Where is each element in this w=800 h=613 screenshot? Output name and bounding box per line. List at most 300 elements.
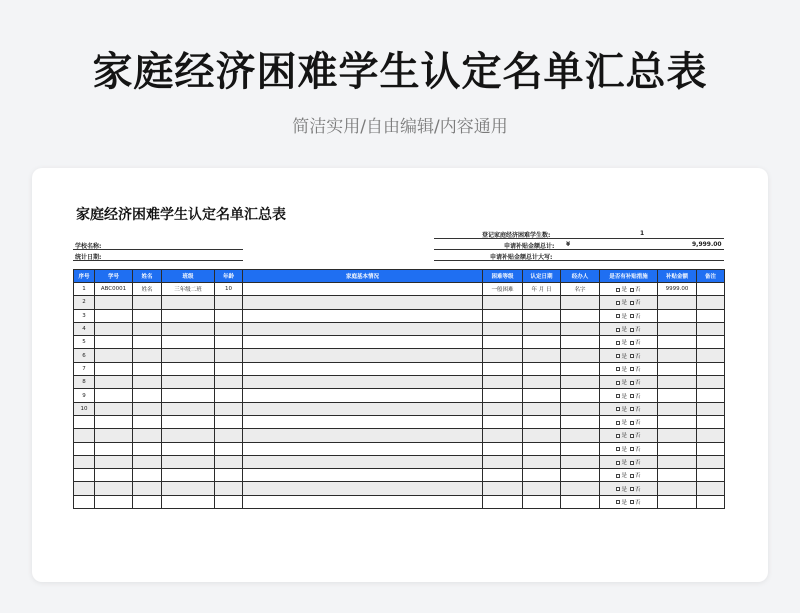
option-no-label: 否: [635, 353, 641, 360]
school-underline: [73, 249, 243, 250]
table-cell[interactable]: [162, 309, 215, 322]
table-header-row: [74, 270, 725, 283]
table-cell[interactable]: [523, 482, 561, 495]
table-cell[interactable]: [162, 442, 215, 455]
table-cell[interactable]: 10: [74, 402, 95, 415]
checkbox-no[interactable]: [630, 341, 634, 345]
table-cell[interactable]: [561, 495, 600, 508]
table-cell[interactable]: [133, 309, 162, 322]
checkbox-yes[interactable]: [616, 421, 620, 425]
table-cell[interactable]: [95, 482, 133, 495]
table-cell[interactable]: [483, 336, 523, 349]
column-header[interactable]: 学号: [95, 270, 133, 283]
table-cell[interactable]: [162, 469, 215, 482]
table-row: [74, 495, 725, 508]
option-no-label: 否: [635, 393, 641, 400]
table-cell[interactable]: [561, 429, 600, 442]
table-row: [74, 309, 725, 322]
table-cell[interactable]: [133, 442, 162, 455]
table-cell[interactable]: 年 月 日: [523, 283, 561, 296]
table-cell[interactable]: [133, 336, 162, 349]
checkbox-yes[interactable]: [616, 367, 620, 371]
table-cell[interactable]: [243, 309, 483, 322]
table-cell[interactable]: [658, 415, 697, 428]
table-cell[interactable]: [658, 322, 697, 335]
table-cell[interactable]: [483, 309, 523, 322]
checkbox-yes[interactable]: [616, 341, 620, 345]
option-yes-label: 是: [621, 300, 627, 307]
table-cell[interactable]: [523, 455, 561, 468]
table-cell[interactable]: [95, 296, 133, 309]
checkbox-no[interactable]: [630, 474, 634, 478]
table-cell[interactable]: [600, 442, 658, 455]
table-cell[interactable]: [243, 455, 483, 468]
option-no-label: 否: [635, 473, 641, 480]
table-cell[interactable]: [523, 376, 561, 389]
date-underline: [73, 260, 243, 261]
table-cell[interactable]: [523, 429, 561, 442]
table-cell[interactable]: 7: [74, 362, 95, 375]
table-cell[interactable]: [697, 389, 725, 402]
table-cell[interactable]: [95, 389, 133, 402]
table-cell[interactable]: [215, 349, 243, 362]
table-cell[interactable]: [658, 362, 697, 375]
option-no-label: 否: [635, 499, 641, 506]
table-cell[interactable]: [561, 349, 600, 362]
table-cell[interactable]: [133, 322, 162, 335]
table-cell[interactable]: [697, 376, 725, 389]
table-cell[interactable]: [162, 296, 215, 309]
checkbox-yes[interactable]: [616, 301, 620, 305]
table-cell[interactable]: [95, 455, 133, 468]
table-cell[interactable]: [483, 389, 523, 402]
option-yes-label: 是: [621, 366, 627, 373]
table-row: [74, 482, 725, 495]
checkbox-yes[interactable]: [616, 314, 620, 318]
table-cell[interactable]: [215, 389, 243, 402]
table-cell[interactable]: [243, 429, 483, 442]
table-cell[interactable]: [561, 469, 600, 482]
table-cell[interactable]: [600, 309, 658, 322]
table-cell[interactable]: [162, 362, 215, 375]
table-cell[interactable]: [243, 336, 483, 349]
table-cell[interactable]: [215, 469, 243, 482]
table-cell[interactable]: [133, 469, 162, 482]
table-cell[interactable]: [243, 283, 483, 296]
table-cell[interactable]: [697, 482, 725, 495]
table-cell[interactable]: [600, 296, 658, 309]
table-cell[interactable]: [600, 376, 658, 389]
column-header[interactable]: 备注: [697, 270, 725, 283]
table-cell[interactable]: [561, 322, 600, 335]
table-row: [74, 455, 725, 468]
option-no-label: 否: [635, 300, 641, 307]
table-row: [74, 362, 725, 375]
table-cell[interactable]: [74, 495, 95, 508]
table-cell[interactable]: [483, 402, 523, 415]
table-cell[interactable]: [243, 495, 483, 508]
table-cell[interactable]: [133, 349, 162, 362]
school-name-label: 学校名称:: [75, 243, 102, 250]
table-cell[interactable]: [162, 336, 215, 349]
table-cell[interactable]: [243, 322, 483, 335]
option-yes-label: 是: [621, 473, 627, 480]
option-yes-label: 是: [621, 393, 627, 400]
table-cell[interactable]: [697, 309, 725, 322]
checkbox-no[interactable]: [630, 434, 634, 438]
table-cell[interactable]: [561, 296, 600, 309]
checkbox-no[interactable]: [630, 407, 634, 411]
table-cell[interactable]: [133, 495, 162, 508]
table-cell[interactable]: [523, 415, 561, 428]
table-cell[interactable]: [483, 349, 523, 362]
column-header[interactable]: 班级: [162, 270, 215, 283]
table-cell[interactable]: [600, 336, 658, 349]
checkbox-no[interactable]: [630, 288, 634, 292]
table-row: [74, 336, 725, 349]
table-cell[interactable]: [162, 376, 215, 389]
table-cell[interactable]: [95, 429, 133, 442]
table-cell[interactable]: 6: [74, 349, 95, 362]
table-cell[interactable]: [523, 402, 561, 415]
table-cell[interactable]: [483, 296, 523, 309]
option-yes-label: 是: [621, 499, 627, 506]
table-cell[interactable]: [697, 429, 725, 442]
table-cell[interactable]: [133, 402, 162, 415]
table-cell[interactable]: [658, 482, 697, 495]
student-count-label: 登记家庭经济困难学生数:: [482, 232, 551, 239]
table-cell[interactable]: [523, 296, 561, 309]
table-cell[interactable]: [523, 322, 561, 335]
table-cell[interactable]: [561, 376, 600, 389]
table-cell[interactable]: [561, 455, 600, 468]
option-no-label: 否: [635, 327, 641, 334]
option-yes-label: 是: [621, 460, 627, 466]
table-cell[interactable]: [697, 442, 725, 455]
table-cell[interactable]: [95, 322, 133, 335]
option-yes-label: 是: [621, 340, 627, 347]
option-no-label: 否: [635, 313, 641, 320]
table-cell[interactable]: [523, 349, 561, 362]
table-cell[interactable]: [658, 455, 697, 468]
table-row: [74, 376, 725, 389]
table-cell[interactable]: [600, 349, 658, 362]
table-cell[interactable]: [133, 362, 162, 375]
checkbox-no[interactable]: [630, 421, 634, 425]
table-cell[interactable]: [74, 442, 95, 455]
stat-date-label: 统计日期:: [75, 254, 102, 261]
table-cell[interactable]: [658, 296, 697, 309]
option-yes-label: 是: [621, 486, 627, 493]
table-cell[interactable]: [162, 415, 215, 428]
table-cell[interactable]: [697, 455, 725, 468]
table-cell[interactable]: [162, 455, 215, 468]
column-header[interactable]: 是否有补贴措施: [600, 270, 658, 283]
table-cell[interactable]: [600, 495, 658, 508]
table-cell[interactable]: [697, 402, 725, 415]
table-cell[interactable]: [483, 495, 523, 508]
column-header[interactable]: 经办人: [561, 270, 600, 283]
checkbox-yes[interactable]: [616, 447, 620, 451]
table-cell[interactable]: [74, 415, 95, 428]
table-cell[interactable]: [483, 469, 523, 482]
table-cell[interactable]: [600, 389, 658, 402]
table-cell[interactable]: [243, 389, 483, 402]
table-cell[interactable]: [215, 322, 243, 335]
table-cell[interactable]: [600, 322, 658, 335]
table-cell[interactable]: [523, 309, 561, 322]
table-row: [74, 415, 725, 428]
checkbox-no[interactable]: [630, 367, 634, 371]
count-underline: [434, 238, 724, 239]
table-cell[interactable]: [658, 402, 697, 415]
table-cell[interactable]: [215, 402, 243, 415]
option-no-label: 否: [635, 446, 641, 453]
student-list-table: [73, 269, 725, 509]
table-cell[interactable]: [133, 389, 162, 402]
table-cell[interactable]: [523, 469, 561, 482]
student-count-value[interactable]: 1: [640, 230, 645, 237]
table-cell[interactable]: [243, 482, 483, 495]
table-row: [74, 349, 725, 362]
table-cell[interactable]: [95, 349, 133, 362]
table-cell[interactable]: [483, 455, 523, 468]
checkbox-yes[interactable]: [616, 394, 620, 398]
table-cell[interactable]: [95, 309, 133, 322]
checkbox-no[interactable]: [630, 381, 634, 385]
table-cell[interactable]: 5: [74, 336, 95, 349]
table-cell[interactable]: [215, 455, 243, 468]
table-cell[interactable]: [215, 336, 243, 349]
table-cell[interactable]: [74, 455, 95, 468]
table-cell[interactable]: [162, 402, 215, 415]
table-cell[interactable]: [483, 429, 523, 442]
table-cell[interactable]: [74, 482, 95, 495]
option-no-label: 否: [635, 486, 641, 493]
table-cell[interactable]: [658, 442, 697, 455]
currency-symbol: ¥: [566, 241, 571, 248]
table-cell[interactable]: 三年级二班: [162, 283, 215, 296]
checkbox-no[interactable]: [630, 461, 634, 465]
table-cell[interactable]: 9: [74, 389, 95, 402]
table-cell[interactable]: [697, 362, 725, 375]
table-cell[interactable]: [697, 349, 725, 362]
option-yes-label: 是: [621, 446, 627, 453]
table-cell[interactable]: [95, 402, 133, 415]
option-no-label: 否: [635, 366, 641, 373]
table-cell[interactable]: [133, 415, 162, 428]
table-cell[interactable]: 10: [215, 283, 243, 296]
table-cell[interactable]: [162, 429, 215, 442]
table-cell[interactable]: [523, 495, 561, 508]
table-cell[interactable]: [162, 349, 215, 362]
column-header[interactable]: 困难等级: [483, 270, 523, 283]
table-cell[interactable]: [561, 389, 600, 402]
checkbox-no[interactable]: [630, 314, 634, 318]
table-cell[interactable]: [561, 362, 600, 375]
table-cell[interactable]: [600, 482, 658, 495]
table-cell[interactable]: [561, 309, 600, 322]
table-cell[interactable]: [162, 389, 215, 402]
table-cell[interactable]: [658, 495, 697, 508]
table-cell[interactable]: [658, 336, 697, 349]
table-cell[interactable]: [697, 495, 725, 508]
column-header[interactable]: 姓名: [133, 270, 162, 283]
table-cell[interactable]: [483, 376, 523, 389]
table-cell[interactable]: [658, 376, 697, 389]
table-cell[interactable]: [133, 455, 162, 468]
table-cell[interactable]: [523, 362, 561, 375]
table-cell[interactable]: [162, 495, 215, 508]
table-cell[interactable]: [483, 415, 523, 428]
table-cell[interactable]: [561, 482, 600, 495]
table-cell[interactable]: [243, 362, 483, 375]
table-cell[interactable]: 8: [74, 376, 95, 389]
table-cell[interactable]: [215, 482, 243, 495]
table-cell[interactable]: [215, 376, 243, 389]
table-cell[interactable]: [243, 349, 483, 362]
table-cell[interactable]: 一般困难: [483, 283, 523, 296]
checkbox-yes[interactable]: [616, 487, 620, 491]
table-cell[interactable]: [133, 482, 162, 495]
table-cell[interactable]: [95, 362, 133, 375]
checkbox-yes[interactable]: [616, 288, 620, 292]
table-cell[interactable]: ABC0001: [95, 283, 133, 296]
checkbox-yes[interactable]: [616, 461, 620, 465]
table-cell[interactable]: 4: [74, 322, 95, 335]
checkbox-yes[interactable]: [616, 434, 620, 438]
table-cell[interactable]: [600, 283, 658, 296]
column-header[interactable]: 序号: [74, 270, 95, 283]
table-cell[interactable]: [243, 402, 483, 415]
table-cell[interactable]: [523, 442, 561, 455]
table-cell[interactable]: [133, 429, 162, 442]
checkbox-yes[interactable]: [616, 328, 620, 332]
checkbox-yes[interactable]: [616, 474, 620, 478]
table-cell[interactable]: [600, 469, 658, 482]
table-cell[interactable]: 9999.00: [658, 283, 697, 296]
option-yes-label: 是: [621, 327, 627, 334]
option-no-label: 否: [635, 460, 641, 466]
table-cell[interactable]: [561, 415, 600, 428]
column-header[interactable]: 补贴金额: [658, 270, 697, 283]
column-header[interactable]: 家庭基本情况: [243, 270, 483, 283]
table-cell[interactable]: [697, 296, 725, 309]
table-cell[interactable]: [483, 442, 523, 455]
table-cell[interactable]: [561, 402, 600, 415]
checkbox-no[interactable]: [630, 328, 634, 332]
table-cell[interactable]: [600, 415, 658, 428]
table-cell[interactable]: [561, 442, 600, 455]
checkbox-yes[interactable]: [616, 354, 620, 358]
table-cell[interactable]: [483, 482, 523, 495]
table-cell[interactable]: [133, 376, 162, 389]
checkbox-no[interactable]: [630, 354, 634, 358]
table-cell[interactable]: [483, 362, 523, 375]
table-cell[interactable]: 姓名: [133, 283, 162, 296]
table-cell[interactable]: [215, 362, 243, 375]
table-cell[interactable]: [523, 336, 561, 349]
table-cell[interactable]: [243, 469, 483, 482]
table-cell[interactable]: [95, 495, 133, 508]
table-cell[interactable]: 3: [74, 309, 95, 322]
column-header[interactable]: 年龄: [215, 270, 243, 283]
table-row: [74, 322, 725, 335]
banner-subtitle: 简洁实用/自由编辑/内容通用: [292, 117, 508, 137]
table-cell[interactable]: [561, 336, 600, 349]
checkbox-no[interactable]: [630, 447, 634, 451]
table-cell[interactable]: [162, 482, 215, 495]
table-cell[interactable]: 名字: [561, 283, 600, 296]
column-header[interactable]: 认定日期: [523, 270, 561, 283]
table-cell[interactable]: [95, 376, 133, 389]
table-row: [74, 283, 725, 296]
table-cell[interactable]: [658, 469, 697, 482]
table-cell[interactable]: [243, 296, 483, 309]
table-cell[interactable]: [243, 415, 483, 428]
checkbox-no[interactable]: [630, 500, 634, 504]
table-cell[interactable]: [162, 322, 215, 335]
checkbox-no[interactable]: [630, 301, 634, 305]
table-cell[interactable]: [697, 322, 725, 335]
banner-title: 家庭经济困难学生认定名单汇总表: [92, 49, 708, 95]
table-cell[interactable]: [215, 495, 243, 508]
table-cell[interactable]: [483, 322, 523, 335]
table-cell[interactable]: [697, 469, 725, 482]
checkbox-yes[interactable]: [616, 500, 620, 504]
checkbox-yes[interactable]: [616, 381, 620, 385]
table-cell[interactable]: [658, 389, 697, 402]
checkbox-no[interactable]: [630, 487, 634, 491]
table-cell[interactable]: 2: [74, 296, 95, 309]
table-cell[interactable]: [697, 336, 725, 349]
table-cell[interactable]: [243, 442, 483, 455]
table-cell[interactable]: [243, 376, 483, 389]
table-cell[interactable]: [600, 455, 658, 468]
table-cell[interactable]: 1: [74, 283, 95, 296]
table-cell[interactable]: [523, 389, 561, 402]
table-cell[interactable]: [658, 309, 697, 322]
table-cell[interactable]: [95, 442, 133, 455]
checkbox-no[interactable]: [630, 394, 634, 398]
table-cell[interactable]: [95, 336, 133, 349]
table-cell[interactable]: [600, 402, 658, 415]
table-cell[interactable]: [74, 429, 95, 442]
table-cell[interactable]: [215, 415, 243, 428]
table-cell[interactable]: [600, 362, 658, 375]
table-cell[interactable]: [215, 442, 243, 455]
table-cell[interactable]: [95, 469, 133, 482]
checkbox-yes[interactable]: [616, 407, 620, 411]
table-cell[interactable]: [600, 429, 658, 442]
table-cell[interactable]: [658, 349, 697, 362]
table-cell[interactable]: [215, 296, 243, 309]
table-cell[interactable]: [697, 415, 725, 428]
option-yes-label: 是: [621, 353, 627, 360]
option-yes-label: 是: [621, 313, 627, 320]
option-yes-label: 是: [621, 287, 627, 294]
total-amount-value[interactable]: 9,999.00: [692, 241, 722, 248]
table-cell[interactable]: [215, 309, 243, 322]
table-cell[interactable]: [95, 415, 133, 428]
table-cell[interactable]: [215, 429, 243, 442]
option-yes-label: 是: [621, 380, 627, 387]
sheet-title: 家庭经济困难学生认定名单汇总表: [76, 207, 286, 223]
table-cell[interactable]: [697, 283, 725, 296]
table-cell[interactable]: [133, 296, 162, 309]
table-cell[interactable]: [74, 469, 95, 482]
table-cell[interactable]: [658, 429, 697, 442]
